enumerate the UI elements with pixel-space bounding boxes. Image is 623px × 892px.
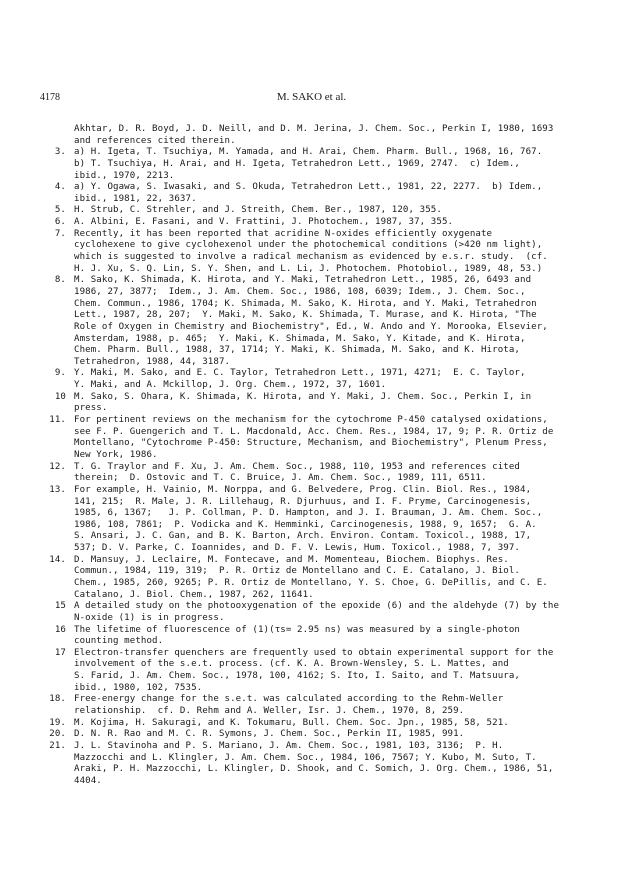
reference-entry <box>44 368 596 391</box>
reference-line: N-oxide (1) is in progress. <box>74 612 225 623</box>
reference-line: Montellano, "Cytochrome P-450: Structure, Mechanism, and Biochemistry", Plenum Press, <box>74 438 548 449</box>
reference-line: which is suggested to involve a radical mechanism as evidenced by e.s.r. study. (cf. <box>74 252 548 263</box>
reference-line: The lifetime of fluorescence of (1)(τs= 2.95 ns) was measured by a single-photon <box>74 624 520 635</box>
reference-number: 16 <box>54 624 66 635</box>
reference-line: A. Albini, E. Fasani, and V. Frattini, J. Photochem., 1987, 37, 355. <box>74 217 454 228</box>
page-number: 4178 <box>40 92 60 103</box>
reference-number: 3. <box>54 147 66 158</box>
reference-line: ibid., 1970, 2213. <box>74 170 175 181</box>
reference-entry <box>44 205 596 217</box>
reference-entry <box>44 625 596 648</box>
page-header <box>0 92 623 106</box>
reference-line: For example, H. Vainio, M. Norppa, and G. Belvedere, Prog. Clin. Biol. Res., 1984, <box>74 484 532 495</box>
reference-line: Araki, P. H. Mazzocchi, L. Klingler, D. Shook, and C. Somich, J. Org. Chem., 1986, 51, <box>74 764 554 775</box>
reference-number: 8. <box>54 275 66 286</box>
reference-line: involvement of the s.e.t. process. (cf. K. A. Brown-Wensley, S. L. Mattes, and <box>74 659 509 670</box>
reference-line: J. L. Stavinoha and P. S. Mariano, J. Am. Chem. Soc., 1981, 103, 3136; P. H. <box>74 740 504 751</box>
reference-number: 9. <box>54 368 66 379</box>
reference-number: 10 <box>54 391 66 402</box>
reference-line: Tetrahedron, 1988, 44, 3187. <box>74 356 231 367</box>
reference-number: 21. <box>49 740 66 751</box>
reference-entry <box>44 217 596 229</box>
reference-line: ibid., 1981, 22, 3637. <box>74 193 197 204</box>
reference-entry <box>44 182 596 205</box>
reference-line: Y. Maki, M. Sako, and E. C. Taylor, Tetrahedron Lett., 1971, 4271; E. C. Taylor, <box>74 368 526 379</box>
reference-line: 141, 215; R. Male, J. R. Lillehaug, R. Djurhuus, and I. F. Pryme, Carcinogenesis, <box>74 496 532 507</box>
reference-entry <box>44 694 596 717</box>
reference-number: 7. <box>54 228 66 239</box>
reference-line: ibid., 1980, 102, 7535. <box>74 682 203 693</box>
reference-line: relationship. cf. D. Rehm and A. Weller, Isr. J. Chem., 1970, 8, 259. <box>74 706 465 717</box>
reference-line: Chem. Pharm. Bull., 1988, 37, 1714; Y. Maki, K. Shimada, M. Sako, and K. Hirota, <box>74 345 520 356</box>
reference-entry <box>44 485 596 555</box>
reference-line: A detailed study on the photooxygenation of the epoxide (6) and the aldehyde (7) by the <box>74 601 560 612</box>
reference-line: Chem., 1985, 260, 9265; P. R. Ortiz de Montellano, Y. S. Choe, G. DePillis, and C. E. <box>74 577 548 588</box>
reference-line: counting method. <box>74 636 164 647</box>
reference-line: Commun., 1984, 119, 319; P. R. Ortiz de Montellano and C. E. Catalano, J. Biol. <box>74 566 520 577</box>
reference-list <box>44 124 596 788</box>
reference-number: 17 <box>54 647 66 658</box>
reference-number: 13. <box>49 484 66 495</box>
reference-entry <box>44 555 596 602</box>
reference-entry <box>44 718 596 730</box>
reference-entry <box>44 601 596 624</box>
reference-line: Amsterdam, 1988, p. 465; Y. Maki, K. Shimada, M. Sako, Y. Kitade, and K. Hirota, <box>74 333 526 344</box>
reference-line: H. Strub, C. Strehler, and J. Streith, Chem. Ber., 1987, 120, 355. <box>74 205 442 216</box>
reference-line: therein; D. Ostovic and T. C. Bruice, J. Am. Chem. Soc., 1989, 111, 6511. <box>74 473 487 484</box>
reference-line: Lett., 1987, 28, 207; Y. Maki, M. Sako, K. Shimada, T. Murase, and K. Hirota, "The <box>74 310 537 321</box>
reference-line: Y. Maki, and A. Mckillop, J. Org. Chem., 1972, 37, 1601. <box>74 380 387 391</box>
reference-entry <box>44 275 596 368</box>
reference-entry <box>44 729 596 741</box>
reference-line: D. Mansuy, J. Leclaire, M. Fontecave, and M. Momenteau, Biochem. Biophys. Res. <box>74 554 509 565</box>
reference-line: 1986, 27, 3877; Idem., J. Am. Chem. Soc., 1986, 108, 6039; Idem., J. Chem. Soc., <box>74 286 526 297</box>
running-head: M. SAKO et al. <box>276 91 347 103</box>
reference-number: 12. <box>49 461 66 472</box>
reference-line: press. <box>74 403 108 414</box>
reference-line: M. Sako, K. Shimada, K. Hirota, and Y. Maki, Tetrahedron Lett., 1985, 26, 6493 and <box>74 275 532 286</box>
reference-line: Role of Oxygen in Chemistry and Biochemistry", Ed., W. Ando and Y. Morooka, Elsevier, <box>74 321 548 332</box>
reference-entry <box>44 229 596 276</box>
reference-entry <box>44 648 596 695</box>
reference-line: S. Ansari, J. C. Gan, and B. K. Barton, Arch. Environ. Contam. Toxicol., 1988, 17, <box>74 531 532 542</box>
reference-number: 20. <box>49 729 66 740</box>
reference-line: Mazzocchi and L. Klingler, J. Am. Chem. Soc., 1984, 106, 7567; Y. Kubo, M. Suto, T. <box>74 752 537 763</box>
reference-line: 4404. <box>74 775 102 786</box>
reference-line: S. Farid, J. Am. Chem. Soc., 1978, 100, 4162; S. Ito, I. Saito, and T. Matsuura, <box>74 671 520 682</box>
reference-line: cyclohexene to give cyclohexenol under the photochemical conditions (>420 nm light), <box>74 240 543 251</box>
reference-number: 15 <box>54 601 66 612</box>
reference-line: Recently, it has been reported that acridine N-oxides efficiently oxygenate <box>74 228 493 239</box>
reference-line: T. G. Traylor and F. Xu, J. Am. Chem. Soc., 1988, 110, 1953 and references cited <box>74 461 520 472</box>
reference-line: For pertinent reviews on the mechanism for the cytochrome P-450 catalysed oxidations, <box>74 415 548 426</box>
reference-number: 4. <box>54 182 66 193</box>
reference-entry <box>44 741 596 788</box>
reference-entry <box>44 415 596 462</box>
reference-line: H. J. Xu, S. Q. Lin, S. Y. Shen, and L. Li, J. Photochem. Photobiol., 1989, 48, 53.) <box>74 263 543 274</box>
reference-number: 18. <box>49 694 66 705</box>
reference-number: 14. <box>49 554 66 565</box>
reference-line: Akhtar, D. R. Boyd, J. D. Neill, and D. M. Jerina, J. Chem. Soc., Perkin I, 1980, 1693 <box>74 124 554 134</box>
reference-line: see F. P. Guengerich and T. L. Macdonald, Acc. Chem. Res., 1984, 17, 9; P. R. Ortiz de <box>74 426 554 437</box>
reference-line: Electron-transfer quenchers are frequently used to obtain experimental support for the <box>74 647 554 658</box>
reference-line: b) T. Tsuchiya, H. Arai, and H. Igeta, Tetrahedron Lett., 1969, 2747. c) Idem., <box>74 158 520 169</box>
reference-line: a) Y. Ogawa, S. Iwasaki, and S. Okuda, Tetrahedron Lett., 1981, 22, 2277. b) Idem., <box>74 182 543 193</box>
reference-number: 19. <box>49 717 66 728</box>
reference-entry <box>44 124 596 147</box>
reference-number: 6. <box>54 217 66 228</box>
reference-entry <box>44 147 596 182</box>
reference-line: M. Kojima, H. Sakuragi, and K. Tokumaru, Bull. Chem. Soc. Jpn., 1985, 58, 521. <box>74 717 509 728</box>
reference-line: and references cited therein. <box>74 135 236 146</box>
reference-number <box>44 124 66 136</box>
reference-number: 5. <box>54 205 66 216</box>
reference-number: 11. <box>49 415 66 426</box>
reference-entry <box>44 462 596 485</box>
reference-line: 537; D. V. Parke, C. Ioannides, and D. F. V. Lewis, Hum. Toxicol., 1988, 7, 397. <box>74 543 520 554</box>
reference-line: a) H. Igeta, T. Tsuchiya, M. Yamada, and H. Arai, Chem. Pharm. Bull., 1968, 16, 767. <box>74 147 543 158</box>
reference-line: New York, 1986. <box>74 449 158 460</box>
reference-line: Chem. Commun., 1986, 1704; K. Shimada, M. Sako, K. Hirota, and Y. Maki, Tetrahedron <box>74 298 537 309</box>
reference-line: 1986, 108, 7861; P. Vodicka and K. Hemminki, Carcinogenesis, 1988, 9, 1657; G. A. <box>74 519 537 530</box>
reference-line: M. Sako, S. Ohara, K. Shimada, K. Hirota, and Y. Maki, J. Chem. Soc., Perkin I, in <box>74 391 532 402</box>
reference-entry <box>44 392 596 415</box>
reference-line: Free-energy change for the s.e.t. was calculated according to the Rehm-Weller <box>74 694 504 705</box>
reference-line: D. N. R. Rao and M. C. R. Symons, J. Chem. Soc., Perkin II, 1985, 991. <box>74 729 465 740</box>
reference-line: 1985, 6, 1367; J. P. Collman, P. D. Hampton, and J. I. Brauman, J. Am. Chem. Soc., <box>74 508 543 519</box>
reference-line: Catalano, J. Biol. Chem., 1987, 262, 11641. <box>74 589 314 600</box>
